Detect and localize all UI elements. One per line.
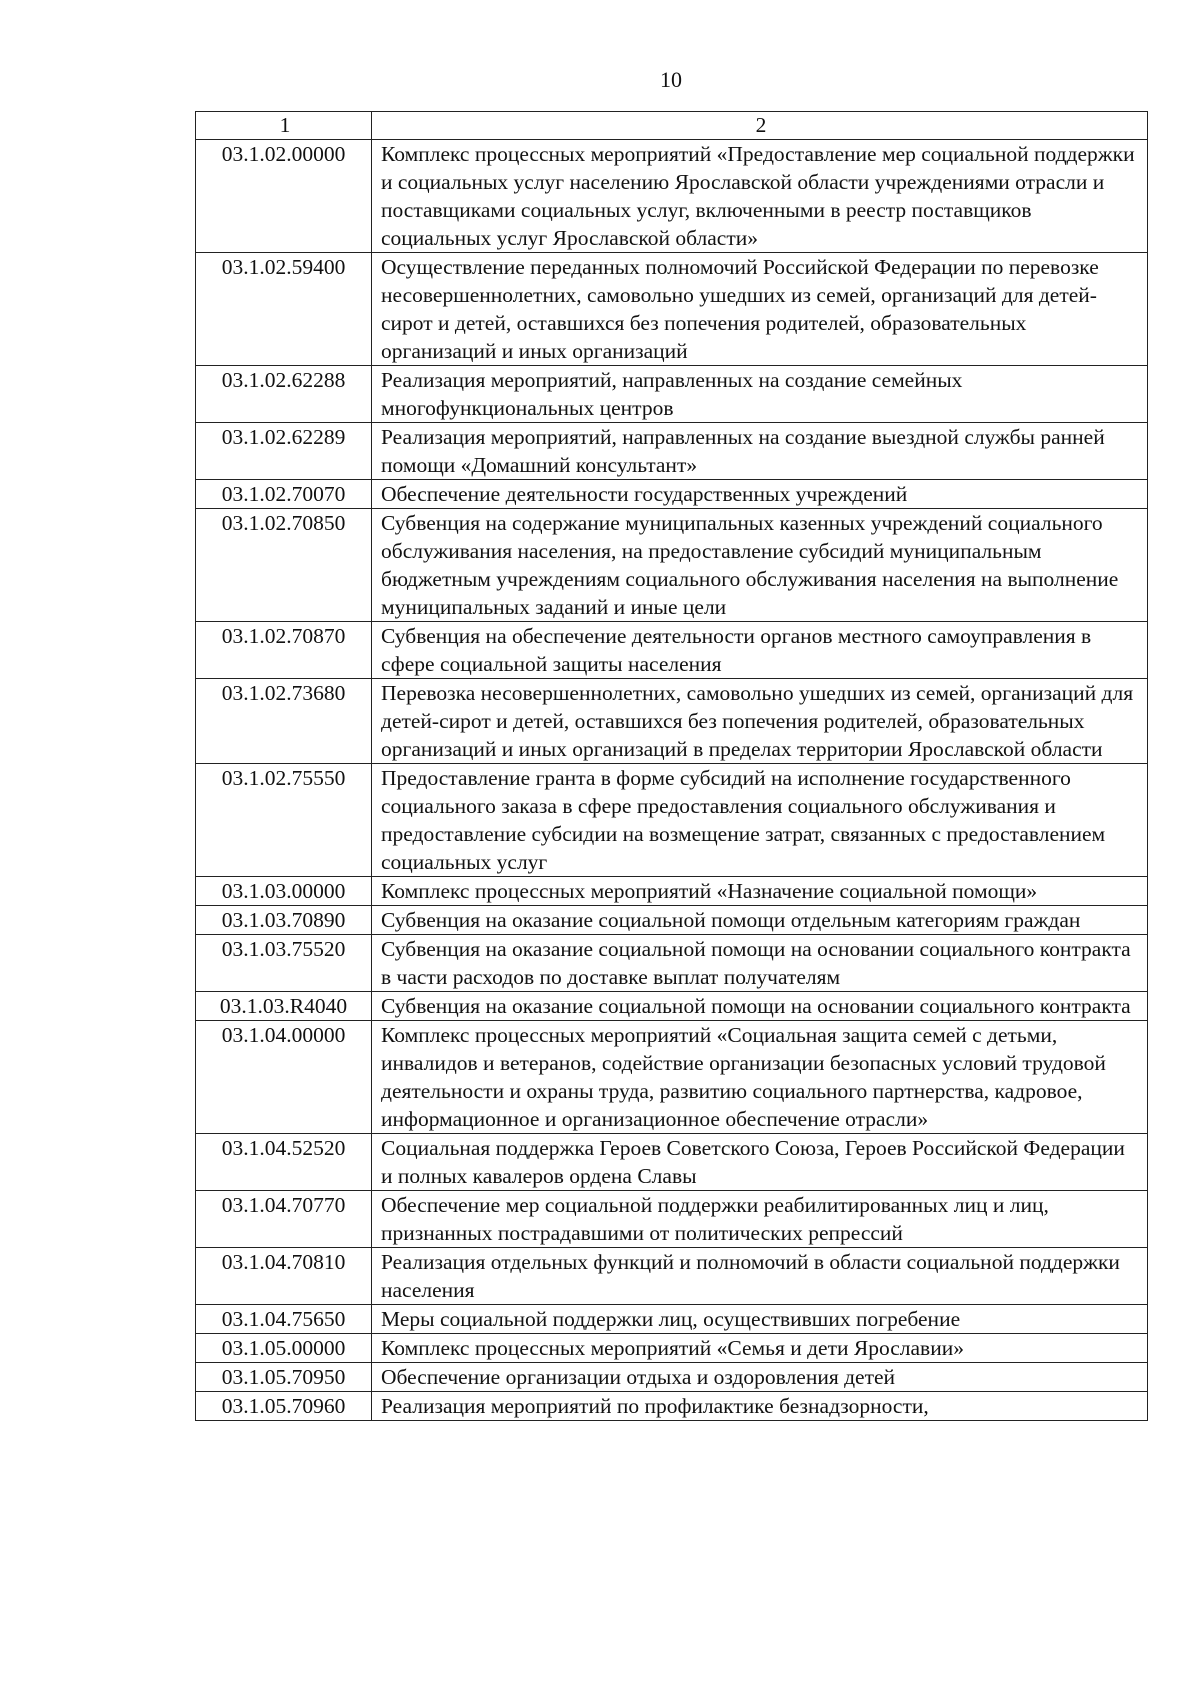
row-description: Перевозка несовершеннолетних, самовольно ушедших из семей, организаций для детей-сирот и детей, оставшихся без попечения родителей, образовательных организаций и иных организаций в пределах территории Ярославской области bbox=[372, 679, 1148, 764]
row-description: Субвенция на оказание социальной помощи на основании социального контракта в части расходов по доставке выплат получателям bbox=[372, 935, 1148, 992]
row-description: Субвенция на обеспечение деятельности органов местного самоуправления в сфере социальной защиты населения bbox=[372, 622, 1148, 679]
table-row bbox=[196, 679, 1148, 764]
row-code: 03.1.04.52520 bbox=[196, 1134, 372, 1191]
table-row bbox=[196, 906, 1148, 935]
row-code: 03.1.04.70810 bbox=[196, 1248, 372, 1305]
table-row bbox=[196, 992, 1148, 1021]
row-code: 03.1.03.75520 bbox=[196, 935, 372, 992]
row-code: 03.1.05.70960 bbox=[196, 1392, 372, 1421]
table-header-row bbox=[196, 112, 1148, 140]
row-description: Реализация мероприятий, направленных на создание выездной службы ранней помощи «Домашний консультант» bbox=[372, 423, 1148, 480]
row-code: 03.1.04.75650 bbox=[196, 1305, 372, 1334]
row-code: 03.1.02.73680 bbox=[196, 679, 372, 764]
row-code: 03.1.02.62289 bbox=[196, 423, 372, 480]
row-description: Обеспечение деятельности государственных учреждений bbox=[372, 480, 1148, 509]
row-code: 03.1.02.70870 bbox=[196, 622, 372, 679]
row-description: Комплекс процессных мероприятий «Назначение социальной помощи» bbox=[372, 877, 1148, 906]
table-row bbox=[196, 1305, 1148, 1334]
column-header-2: 2 bbox=[372, 112, 1148, 140]
row-code: 03.1.04.70770 bbox=[196, 1191, 372, 1248]
row-description: Комплекс процессных мероприятий «Семья и дети Ярославии» bbox=[372, 1334, 1148, 1363]
row-description: Реализация мероприятий по профилактике безнадзорности, bbox=[372, 1392, 1148, 1421]
classification-table bbox=[195, 111, 1148, 1421]
row-code: 03.1.03.R4040 bbox=[196, 992, 372, 1021]
row-description: Субвенция на оказание социальной помощи отдельным категориям граждан bbox=[372, 906, 1148, 935]
row-code: 03.1.02.75550 bbox=[196, 764, 372, 877]
row-description: Осуществление переданных полномочий Российской Федерации по перевозке несовершеннолетних, самовольно ушедших из семей, организаций для детей-сирот и детей, оставшихся без попечения родителей, образовательных организаций и иных организаций bbox=[372, 253, 1148, 366]
row-code: 03.1.05.70950 bbox=[196, 1363, 372, 1392]
row-code: 03.1.04.00000 bbox=[196, 1021, 372, 1134]
row-description: Комплекс процессных мероприятий «Социальная защита семей с детьми, инвалидов и ветеранов, содействие организации безопасных условий трудовой деятельности и охраны труда, развитию социального партнерства, кадровое, информационное и организационное обеспечение отрасли» bbox=[372, 1021, 1148, 1134]
table-row bbox=[196, 423, 1148, 480]
column-header-1: 1 bbox=[196, 112, 372, 140]
row-description: Реализация отдельных функций и полномочий в области социальной поддержки населения bbox=[372, 1248, 1148, 1305]
table-body bbox=[196, 140, 1148, 1421]
page-number: 10 bbox=[660, 67, 682, 92]
table-row bbox=[196, 764, 1148, 877]
row-description: Предоставление гранта в форме субсидий на исполнение государственного социального заказа в сфере предоставления социального обслуживания и предоставление субсидии на возмещение затрат, связанных с предоставлением социальных услуг bbox=[372, 764, 1148, 877]
row-code: 03.1.02.70070 bbox=[196, 480, 372, 509]
row-description: Реализация мероприятий, направленных на создание семейных многофункциональных центров bbox=[372, 366, 1148, 423]
table-row bbox=[196, 480, 1148, 509]
row-code: 03.1.02.62288 bbox=[196, 366, 372, 423]
table-row bbox=[196, 1021, 1148, 1134]
row-code: 03.1.03.00000 bbox=[196, 877, 372, 906]
table-row bbox=[196, 935, 1148, 992]
row-code: 03.1.02.59400 bbox=[196, 253, 372, 366]
row-code: 03.1.05.00000 bbox=[196, 1334, 372, 1363]
row-description: Обеспечение организации отдыха и оздоровления детей bbox=[372, 1363, 1148, 1392]
table-row bbox=[196, 1191, 1148, 1248]
table-row bbox=[196, 877, 1148, 906]
row-code: 03.1.03.70890 bbox=[196, 906, 372, 935]
table-row bbox=[196, 1134, 1148, 1191]
row-description: Субвенция на оказание социальной помощи на основании социального контракта bbox=[372, 992, 1148, 1021]
row-description: Социальная поддержка Героев Советского Союза, Героев Российской Федерации и полных кавалеров ордена Славы bbox=[372, 1134, 1148, 1191]
table-row bbox=[196, 1363, 1148, 1392]
row-code: 03.1.02.00000 bbox=[196, 140, 372, 253]
table-row bbox=[196, 622, 1148, 679]
row-description: Комплекс процессных мероприятий «Предоставление мер социальной поддержки и социальных услуг населению Ярославской области учреждениями отрасли и поставщиками социальных услуг, включенными в реестр поставщиков социальных услуг Ярославской области» bbox=[372, 140, 1148, 253]
table-row bbox=[196, 140, 1148, 253]
row-code: 03.1.02.70850 bbox=[196, 509, 372, 622]
table-row bbox=[196, 1248, 1148, 1305]
table-row bbox=[196, 1334, 1148, 1363]
row-description: Субвенция на содержание муниципальных казенных учреждений социального обслуживания населения, на предоставление субсидий муниципальным бюджетным учреждениям социального обслуживания населения на выполнение муниципальных заданий и иные цели bbox=[372, 509, 1148, 622]
table-row bbox=[196, 366, 1148, 423]
row-description: Меры социальной поддержки лиц, осуществивших погребение bbox=[372, 1305, 1148, 1334]
table-row bbox=[196, 1392, 1148, 1421]
table-row bbox=[196, 509, 1148, 622]
row-description: Обеспечение мер социальной поддержки реабилитированных лиц и лиц, признанных пострадавшими от политических репрессий bbox=[372, 1191, 1148, 1248]
table-row bbox=[196, 253, 1148, 366]
